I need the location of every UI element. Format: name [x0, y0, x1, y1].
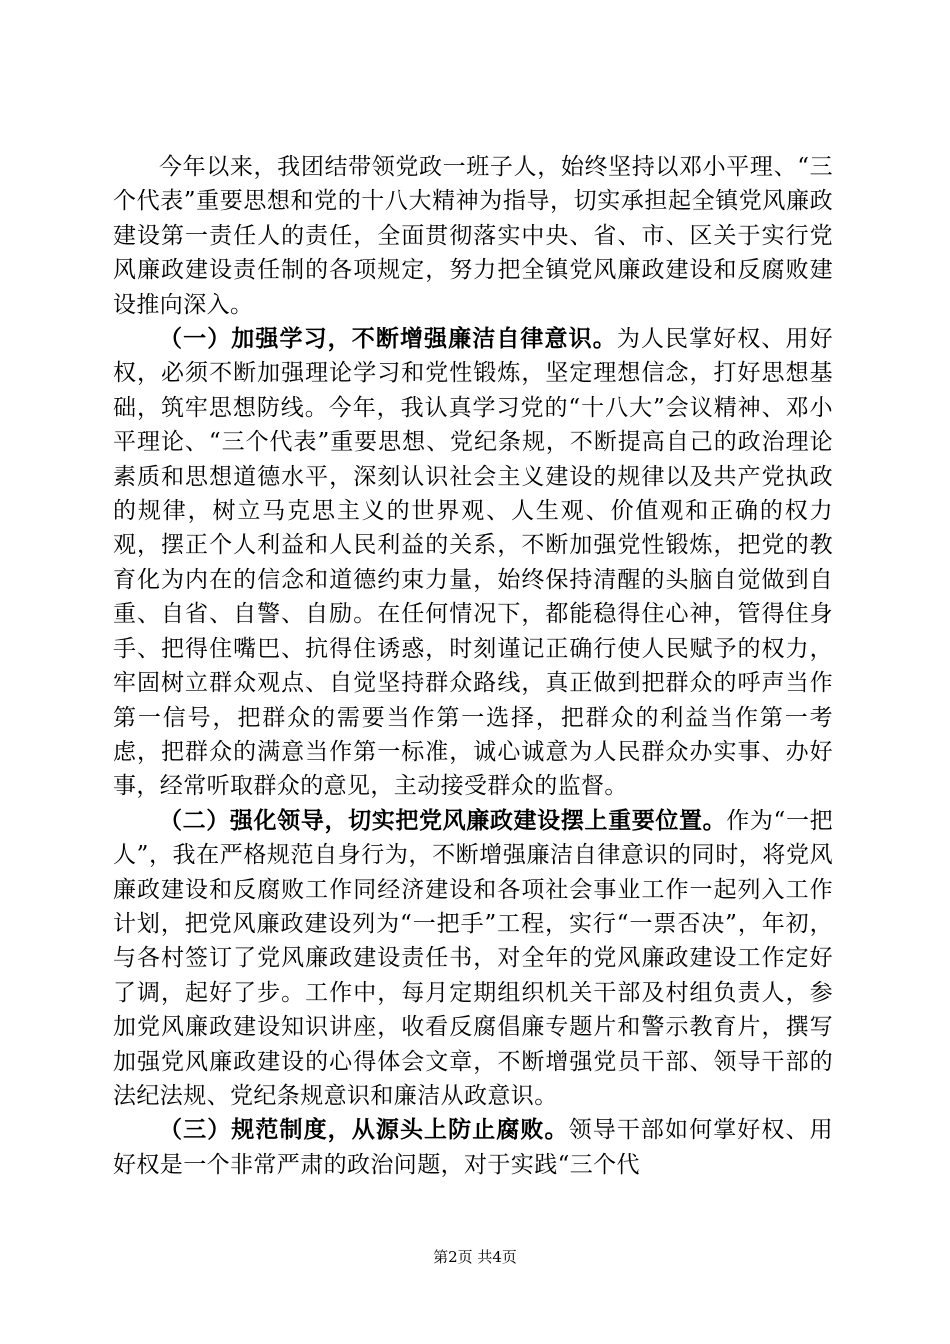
section-2-text: 作为“一把人”，我在严格规范自身行为，不断增强廉洁自律意识的同时，将党风廉政建设和反腐败工作同经济建设和各项社会事业工作一起列入工作计划，把党风廉政建设列为“一把手”工程，实行“一票否决”，年初，与各村签订了党风廉政建设责任书，对全年的党风廉政建设工作定好了调，起好了步。工作中，每月定期组织机关干部及村组负责人，参加党风廉政建设知识讲座，收看反腐倡廉专题片和警示教育片，撰写加强党风廉政建设的心得体会文章，不断增强党员干部、领导干部的法纪法规、党纪条规意识和廉洁从政意识。 [113, 807, 833, 1109]
section-1-heading: （一）加强学习，不断增强廉洁自律意识。 [159, 326, 617, 353]
paragraph-section-1 [113, 322, 833, 804]
paragraph-section-2 [113, 804, 833, 1114]
section-1-text: 为人民掌好权、用好权，必须不断加强理论学习和党性锻炼，坚定理想信念，打好思想基础，筑牢思想防线。今年，我认真学习党的“十八大”会议精神、邓小平理论、“三个代表”重要思想、党纪条规，不断提高自己的政治理论素质和思想道德水平，深刻认识社会主义建设的规律以及共产党执政的规律，树立马克思主义的世界观、人生观、价值观和正确的权力观，摆正个人利益和人民利益的关系，不断加强党性锻炼，把党的教育化为内在的信念和道德约束力量，始终保持清醒的头脑自觉做到自重、自省、自警、自励。在任何情况下，都能稳得住心神，管得住身手、把得住嘴巴、抗得住诱惑，时刻谨记正确行使人民赋予的权力，牢固树立群众观点、自觉坚持群众路线，真正做到把群众的呼声当作第一信号，把群众的需要当作第一选择，把群众的利益当作第一考虑，把群众的满意当作第一标准，诚心诚意为人民群众办实事、办好事，经常听取群众的意见，主动接受群众的监督。 [113, 326, 833, 800]
section-3-heading: （三）规范制度，从源头上防止腐败。 [159, 1117, 569, 1144]
paragraph-intro-text: 今年以来，我团结带领党政一班子人，始终坚持以邓小平理、“三个代表”重要思想和党的十八大精神为指导，切实承担起全镇党风廉政建设第一责任人的责任，全面贯彻落实中央、省、市、区关于实行党风廉政建设责任制的各项规定，努力把全镇党风廉政建设和反腐败建设推向深入。 [113, 154, 833, 318]
paragraph-intro [113, 150, 833, 322]
section-2-heading: （二）强化领导，切实把党风廉政建设摆上重要位置。 [159, 807, 727, 834]
paragraph-section-3 [113, 1113, 833, 1182]
section-3-text: 领导干部如何掌好权、用好权是一个非常严肃的政治问题，对于实践“三个代 [113, 1117, 833, 1178]
page-footer: 第2页 共4页 [433, 1248, 517, 1266]
document-body [113, 150, 833, 1182]
